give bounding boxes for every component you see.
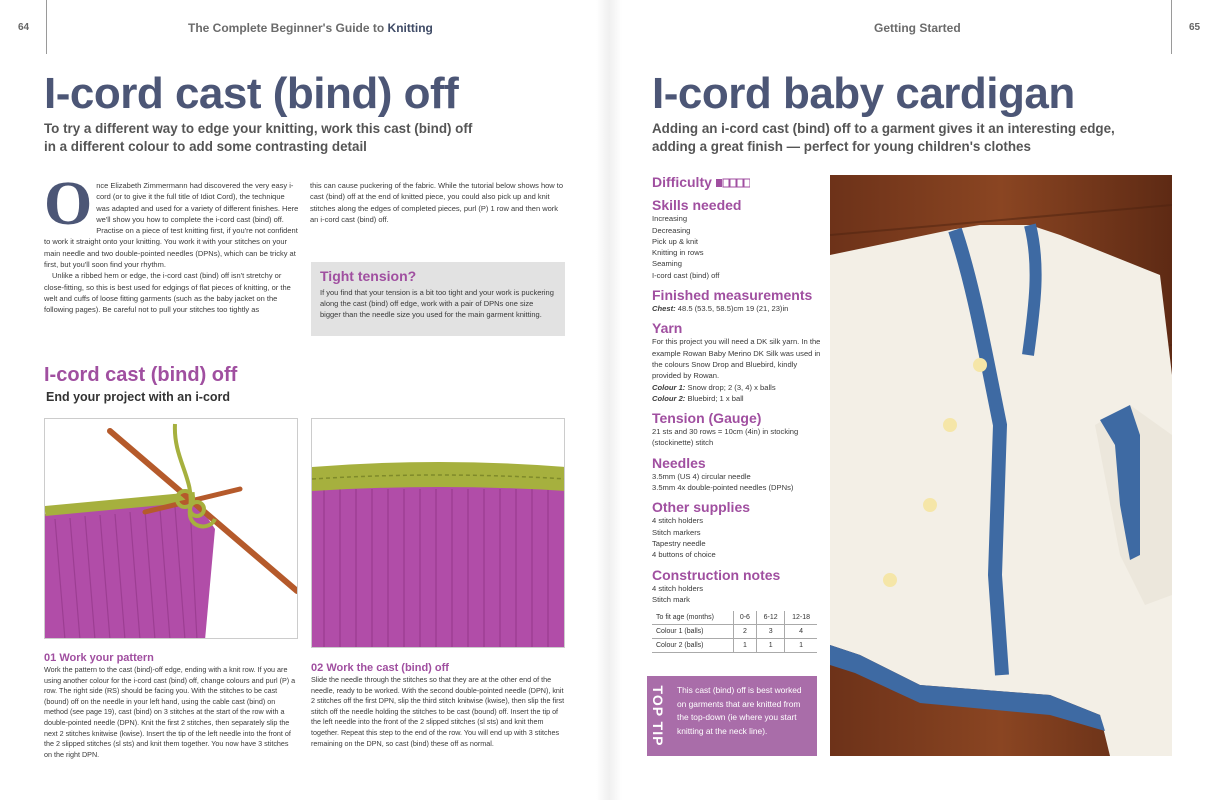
construction-list (652, 583, 822, 606)
table-cell: Colour 1 (balls) (652, 625, 733, 639)
skill-item: Decreasing (652, 225, 691, 235)
colour2-value: Bluebird; 1 x ball (687, 393, 744, 403)
tension-heading: Tension (Gauge) (652, 410, 762, 427)
button-icon (973, 358, 987, 372)
top-tip-label (647, 676, 669, 756)
supplies-list (652, 515, 822, 560)
step1-number: 01 (44, 652, 57, 664)
project-sidebar (652, 168, 822, 653)
step1-photo (44, 418, 298, 639)
page-title: I-cord cast (bind) off (44, 69, 459, 118)
colour2-label: Colour 2: (652, 393, 686, 403)
skill-item: Knitting in rows (652, 248, 704, 258)
running-title: Getting Started (874, 21, 961, 35)
difficulty-block-empty (723, 179, 729, 187)
supply-item: Stitch markers (652, 527, 701, 537)
section-subtitle: End your project with an i-cord (46, 390, 231, 404)
tip-title: Tight tension? (320, 268, 417, 284)
needle-item: 3.5mm (US 4) circular needle (652, 471, 751, 481)
page-number: 64 (18, 22, 30, 33)
header-rule (46, 0, 47, 54)
tight-tension-box (311, 262, 565, 336)
top-tip-box (647, 676, 817, 756)
difficulty-block-empty (730, 179, 736, 187)
difficulty-block-empty (737, 179, 743, 187)
cardigan-photo (830, 175, 1172, 756)
table-cell: 6-12 (757, 611, 785, 625)
needle-item: 3.5mm 4x double-pointed needles (DPNs) (652, 483, 794, 493)
table-cell: 12-18 (785, 611, 817, 625)
size-table (652, 611, 817, 653)
table-cell: 2 (733, 625, 756, 639)
step1-title (44, 652, 154, 664)
difficulty-heading (652, 174, 822, 191)
section-title: I-cord cast (bind) off (44, 364, 238, 386)
table-cell: To fit age (months) (652, 611, 733, 625)
skill-item: Increasing (652, 214, 688, 224)
table-cell: 1 (785, 639, 817, 653)
table-cell: 1 (757, 639, 785, 653)
button-icon (943, 418, 957, 432)
supplies-heading: Other supplies (652, 499, 751, 516)
page-title: I-cord baby cardigan (652, 69, 1075, 118)
colour1-label: Colour 1: (652, 382, 686, 392)
skills-heading: Skills needed (652, 197, 742, 214)
step1-heading: Work your pattern (59, 652, 154, 664)
chest-value: 48.5 (53.5, 58.5)cm 19 (21, 23)in (677, 304, 789, 314)
difficulty-label: Difficulty (652, 174, 712, 190)
body-column-1 (44, 170, 300, 316)
skill-item: I-cord cast (bind) off (652, 270, 720, 280)
table-row (652, 639, 817, 653)
yarn-text: For this project you will need a DK silk yarn. In the example Rowan Baby Merino DK Silk was used in the colours Snow Drop and Bluebird, kindly provided by Rowan. (652, 337, 821, 381)
body-paragraph-1: nce Elizabeth Zimmermann had discovered the very easy i-cord (or to give it the full title of Idiot Cord), the technique was adapted and used for a variety of different finishes. Here we'll show you how to complete the i-cord cast (bind) off. Practise on a piece of test knitting first, if you're not confident to work it straight onto your knitting. You work it with your stitches on your main needle and two double-pointed needles (DPNs), which can be tricky at first, but you'll soon find your rhythm. (44, 181, 299, 270)
top-tip-text: This cast (bind) off is best worked on garments that are knitted from the top-down (ie where you start knitting at the neck line). (677, 685, 802, 736)
table-cell: 3 (757, 625, 785, 639)
measurements-text (652, 303, 822, 314)
intro-text: To try a different way to edge your knitting, work this cast (bind) off in a different colour to add some contrasting detail (44, 121, 473, 154)
running-title (188, 21, 433, 35)
body-column-2: this can cause puckering of the fabric. While the tutorial below shows how to cast (bind) off at the end of knitted piece, you could also pick up and knit stitches along the edges of completed pieces, purl (P) 1 row and then work an i-cord cast (bind) off. (310, 181, 564, 224)
difficulty-rating (716, 175, 750, 191)
table-cell: 1 (733, 639, 756, 653)
body-paragraph-2: Unlike a ribbed hem or edge, the i-cord cast (bind) off isn't stretchy or close-fitting, so this is best used for edgings of flat pieces of knitting, or the welt and cuffs of loose fitting garments (such as the baby jacket on the following pages). Be careful not to pull your stitches too tightly as (44, 271, 291, 315)
table-row (652, 625, 817, 639)
construction-item: 4 stitch holders (652, 583, 704, 593)
running-title-text: The Complete Beginner's Guide to (188, 21, 388, 35)
step2-number: 02 (311, 662, 324, 674)
colour1-value: Snow drop; 2 (3, 4) x balls (687, 382, 776, 392)
supply-item: Tapestry needle (652, 538, 706, 548)
skill-item: Seaming (652, 259, 682, 269)
right-page (609, 0, 1218, 800)
yarn-heading: Yarn (652, 320, 683, 337)
colour2-line (652, 393, 822, 404)
step2-body: Slide the needle through the stitches so that they are at the other end of the needle, ready to be worked. With the second double-pointed needle (DPN), knit 2 stitches off the first DPN, slip the third stitch knitwise (kwise), then slip the first stitch off the needle holding the stitches to be cast (bound) off. Insert the tip of the left needle into the front of the 2 slipped stitches (sl sts) and knit them together. Repeat this step to the end of the row. You will end up with 3 stitches remaining on the DPN, so cast (bind) these off as normal. (311, 675, 565, 748)
step1-body: Work the pattern to the cast (bind)-off edge, ending with a knit row. If you are using another colour for the i-cord cast (bind) off, change colours and purl (P) a row. The right side (RS) should be facing you. With the stitches to be cast (bound) off on the needle in your left hand, using the cable cast (bind) on method (see page 19), cast (bind) on 3 stitches at the start of the row with a double-pointed needle (DPN). Knit the first 2 stitches, then separately slip the next 2 stitches knitwise (kwise). Insert the tip of the left needle into the front of the 2 slipped stitches (sl sts) and knit them together. You now have 3 stitches on the right DPN. (44, 665, 296, 759)
top-tip-label-text: TOP TIP (650, 685, 666, 747)
header-rule (1171, 0, 1172, 54)
colour1-line (652, 382, 822, 393)
step2-heading: Work the cast (bind) off (326, 662, 449, 674)
tension-text: 21 sts and 30 rows = 10cm (4in) in stocking (stockinette) stitch (652, 427, 799, 448)
supply-item: 4 buttons of choice (652, 550, 716, 560)
difficulty-block-empty (744, 179, 750, 187)
tip-body: If you find that your tension is a bit too tight and your work is puckering along the cast (bind) off edge, work with a pair of DPNs one size bigger than the needle size you used for the main garment knitting. (320, 288, 554, 319)
table-cell: 0-6 (733, 611, 756, 625)
step2-photo (311, 418, 565, 648)
page-number: 65 (1189, 22, 1201, 33)
table-cell: Colour 2 (balls) (652, 639, 733, 653)
button-icon (923, 498, 937, 512)
needles-list (652, 471, 822, 494)
running-title-bold: Knitting (387, 21, 433, 35)
table-cell: 4 (785, 625, 817, 639)
measurements-heading: Finished measurements (652, 287, 813, 304)
skills-list (652, 213, 822, 281)
construction-heading: Construction notes (652, 566, 781, 583)
drop-cap: O (44, 170, 93, 238)
construction-item: Stitch mark (652, 594, 690, 604)
intro-text: Adding an i-cord cast (bind) off to a garment gives it an interesting edge, adding a great finish — perfect for young children's clothes (652, 121, 1115, 154)
table-header-row (652, 611, 817, 625)
button-icon (883, 573, 897, 587)
skill-item: Pick up & knit (652, 236, 699, 246)
chest-label: Chest: (652, 304, 676, 314)
supply-item: 4 stitch holders (652, 516, 704, 526)
needles-heading: Needles (652, 454, 706, 471)
step2-title (311, 662, 449, 674)
difficulty-block-filled (716, 179, 722, 187)
